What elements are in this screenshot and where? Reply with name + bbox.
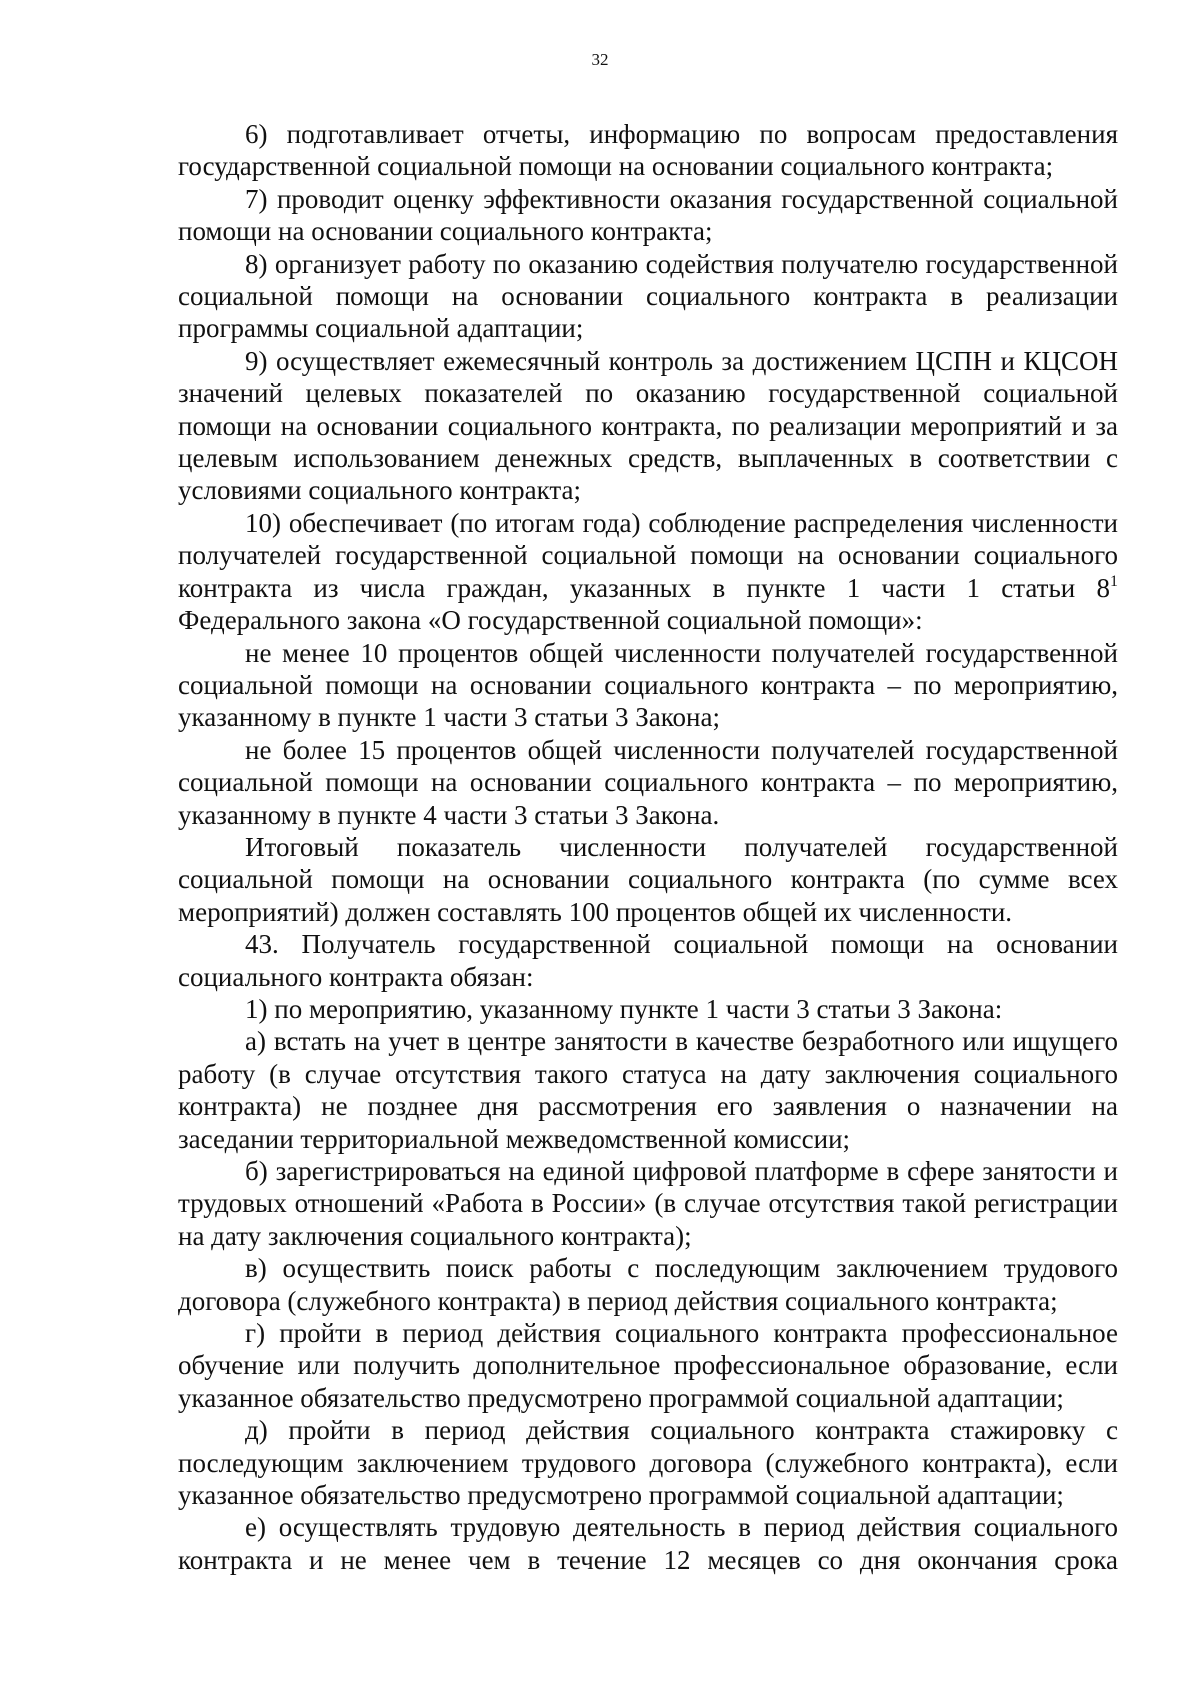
paragraph-subitem-e: е) осуществлять трудовую деятельность в период действия социального контракта и не менее чем в течение 12 месяцев со дня окончания срока <box>178 1512 1118 1575</box>
paragraph-item-10-text: 10) обеспечивает (по итогам года) соблюдение распределения численности получателей государственной социальной помощи на основании социального контракта из числа граждан, указанных в пункте 1 части 1 статьи 8 <box>178 507 1118 603</box>
superscript-index: 1 <box>1110 572 1118 590</box>
paragraph-subitem-b: б) зарегистрироваться на единой цифровой платформе в сфере занятости и трудовых отношений «Работа в России» (в случае отсутствия такой регистрации на дату заключения социального контракта); <box>178 1156 1118 1251</box>
paragraph-total-indicator: Итоговый показатель численности получателей государственной социальной помощи на основании социального контракта (по сумме всех мероприятий) должен составлять 100 процентов общей их численности. <box>178 831 1118 927</box>
paragraph-max-15-percent: не более 15 процентов общей численности получателей государственной социальной помощи на основании социального контракта – по мероприятию, указанному в пункте 4 части 3 статьи 3 Закона. <box>178 734 1118 830</box>
document-body <box>178 118 1118 1576</box>
paragraph-item-10 <box>178 507 1118 637</box>
page-number: 32 <box>591 50 609 69</box>
paragraph-subitem-a: а) встать на учет в центре занятости в качестве безработного или ищущего работу (в случае отсутствия такого статуса на дату заключения социального контракта) не позднее дня рассмотрения его заявления о назначении на заседании территориальной межведомственной комиссии; <box>178 1026 1118 1154</box>
paragraph-subitem-1: 1) по мероприятию, указанному пункте 1 части 3 статьи 3 Закона: <box>245 993 1003 1024</box>
paragraph-item-8: 8) организует работу по оказанию содействия получателю государственной социальной помощи на основании социального контракта в реализации программы социальной адаптации; <box>178 248 1118 344</box>
paragraph-subitem-v: в) осуществить поиск работы с последующим заключением трудового договора (служебного контракта) в период действия социального контракта; <box>178 1253 1118 1316</box>
paragraph-subitem-g: г) пройти в период действия социального контракта профессиональное обучение или получить дополнительное профессиональное образование, если указанное обязательство предусмотрено программой социальной адаптации; <box>178 1318 1118 1413</box>
paragraph-item-6: 6) подготавливает отчеты, информацию по вопросам предоставления государственной социальной помощи на основании социального контракта; <box>178 119 1118 182</box>
paragraph-section-43: 43. Получатель государственной социальной помощи на основании социального контракта обязан: <box>178 929 1118 992</box>
paragraph-min-10-percent: не менее 10 процентов общей численности получателей государственной социальной помощи на основании социального контракта – по мероприятию, указанному в пункте 1 части 3 статьи 3 Закона; <box>178 637 1118 733</box>
paragraph-subitem-d: д) пройти в период действия социального контракта стажировку с последующим заключением трудового договора (служебного контракта), если указанное обязательство предусмотрено программой социальной адаптации; <box>178 1415 1118 1511</box>
paragraph-item-7: 7) проводит оценку эффективности оказания государственной социальной помощи на основании социального контракта; <box>178 183 1118 247</box>
paragraph-item-9: 9) осуществляет ежемесячный контроль за достижением ЦСПН и КЦСОН значений целевых показателей по оказанию государственной социальной помощи на основании социального контракта, по реализации мероприятий и за целевым использованием денежных средств, выплаченных в соответствии с условиями социального контракта; <box>178 345 1118 506</box>
paragraph-item-10-tail: Федерального закона «О государственной социальной помощи»: <box>178 605 923 636</box>
